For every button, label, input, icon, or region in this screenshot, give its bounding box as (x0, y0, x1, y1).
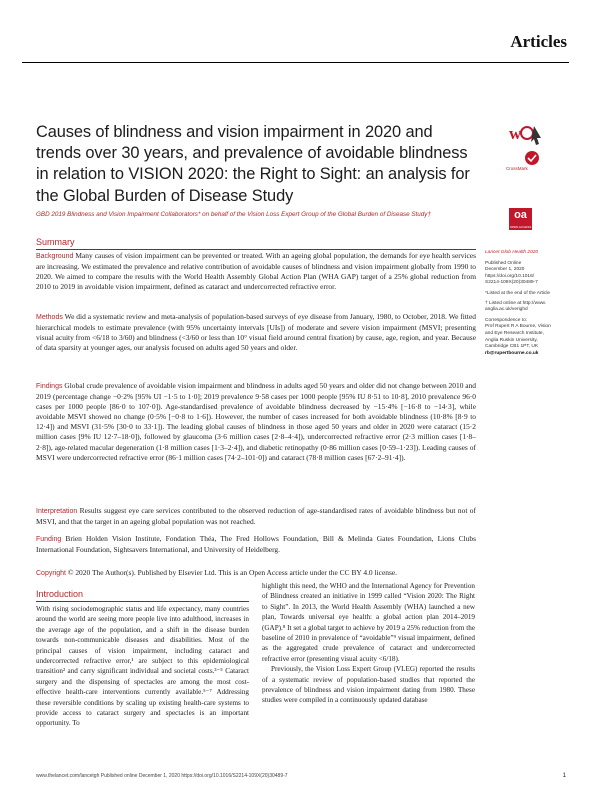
introduction-right-column (262, 581, 475, 706)
crossmark-icon[interactable] (508, 122, 544, 172)
methods-label: Methods (36, 314, 63, 321)
introduction-heading: Introduction (36, 589, 84, 599)
correspondence-label: Correspondence to: (485, 317, 528, 323)
interpretation-label: Interpretation (36, 508, 78, 515)
funding-paragraph (36, 534, 476, 555)
methods-paragraph (36, 312, 476, 353)
note-listed: *Listed at the end of the Article (485, 290, 551, 296)
note-online-1: † Listed online at http://www. (485, 300, 547, 306)
funding-label: Funding (36, 536, 62, 543)
svg-text:w: w (509, 124, 522, 143)
author-line[interactable]: GBD 2019 Blindness and Vision Impairment Collaborators* on behalf of the Vision Loss Expert Group of the Global Burden of Disease Study† (36, 211, 431, 218)
intro-paragraph-1: With rising sociodemographic status and life expectancy, many countries around the world are seeing more people live into adulthood, increases in the average age of the population, and a shift in the disease burden towards non-communicable diseases and disabilities. Most of the principal causes of vision impairment, including cataract and undercorrected refractive error,¹ are subject to this epidemiological transition² and carry significant individual and societal costs.³⁻⁵ Cataract surgery and the dispensing of spectacles are among the most cost-effective health-care interventions currently available.⁵⁻⁷ Addressing these reversible conditions by scaling up existing health-care systems to provide access to cataract surgery and spectacles is an important opportunity. To (36, 605, 249, 728)
journal-citation: Lancet Glob Health 2020 (485, 250, 539, 255)
background-label: Background (36, 253, 74, 260)
background-text: Many causes of vision impairment can be prevented or treated. With an ageing global population, the demands for eye health services are increasing. We estimated the prevalence and relative contribution of avoidable causes of blindness and vision impairment globally from 1990 to 2020. We aimed to compare the results with the World Health Assembly Global Action Plan (WHA GAP) target of a 25% global reduction from 2010 to 2019 in avoidable vision impairment, defined as cataract and undercorrected refractive error. (36, 251, 476, 292)
published-date: December 1, 2020 (485, 267, 525, 273)
intro-paragraph-2: highlight this need, the WHO and the International Agency for Prevention of Blindness created an initiative in 1999 called “Vision 2020: The Right to Sight”. In 2013, the World Health Assembly (WHA) launched a new plan, Towards universal eye health: a global action plan 2014–2019 (GAP).⁸ It set a global target to achieve by 2019 a 25% reduction from the baseline of 2010 in prevalence of “avoidable”⁹ visual impairment, defined as the aggregated crude prevalence of cataract and undercorrected refractive error (presenting visual acuity <6/18). (262, 582, 475, 663)
correspondence-univ: Anglia Ruskin University, (485, 337, 538, 343)
note-online-2[interactable]: anglia.ac.uk/verighd (485, 307, 528, 313)
doi-link-2[interactable]: S2214-109X(20)30489-7 (485, 280, 538, 286)
correspondence-email[interactable]: rb@rupertbourne.co.uk (485, 350, 539, 356)
doi-link-1[interactable]: https://doi.org/10.1016/ (485, 273, 535, 279)
methods-text: We did a systematic review and meta-analysis of population-based surveys of eye disease from January, 1980, to October, 2018. We fitted hierarchical models to estimate prevalence (with 95% uncertainty intervals [UIs]) of moderate and severe vision impairment (MSVI; presenting visual acuity from <6/18 to 3/60) and blindness (<3/60 or less than 10° visual field around central fixation) by cause, age, region, and year. Because of data sparsity at younger ages, our analysis focused on adults aged 50 years and older. (36, 312, 476, 353)
top-rule (22, 62, 569, 63)
oa-text: oa (514, 209, 527, 221)
crossmark-label: CrossMark (506, 166, 528, 171)
sidebar-info (485, 250, 585, 357)
introduction-left-column (36, 604, 249, 729)
summary-heading: Summary (36, 237, 75, 247)
introduction-rule (36, 601, 249, 602)
interpretation-text: Results suggest eye care services contributed to the observed reduction of age-standardised rates of avoidable blindness but not of MSVI, and that the target in an ageing global population was not reached. (36, 506, 477, 527)
page-number: 1 (562, 773, 566, 779)
oa-subtext: OPEN ACCESS (509, 225, 532, 229)
page-footer: www.thelancet.com/lancetgh Published online December 1, 2020 https://doi.org/10.1016/S2214-109X(20)30489-7 (36, 773, 288, 779)
intro-paragraph-3: Previously, the Vision Loss Expert Group (VLEG) reported the results of a systematic review of population-based studies that reported the prevalence of blindness and vision impairment dating from 1980. These studies were compiled in a continuously updated database (262, 665, 475, 705)
findings-paragraph (36, 381, 476, 463)
interpretation-paragraph (36, 506, 476, 527)
correspondence-name: Prof Rupert R A Bourne, Vision (485, 324, 551, 330)
section-label: Articles (510, 32, 567, 51)
article-title: Causes of blindness and vision impairment in 2020 and trends over 30 years, and prevalence of avoidable blindness in relation to VISION 2020: the Right to Sight: an analysis for the Global Burden of Disease Study (36, 123, 470, 205)
copyright-label: Copyright (36, 570, 66, 577)
funding-text: Brien Holden Vision Institute, Fondation Théa, The Fred Hollows Foundation, Bill & Melinda Gates Foundation, Lions Clubs International Foundation, Sightsavers International, and University of Heidelberg. (36, 534, 476, 555)
summary-rule (36, 249, 476, 250)
copyright-text: © 2020 The Author(s). Published by Elsevier Ltd. This is an Open Access article under the CC BY 4.0 license. (67, 568, 398, 577)
correspondence-address: Cambridge CB1 1PT, UK (485, 344, 539, 350)
published-label: Published Online (485, 260, 522, 266)
copyright-paragraph (36, 568, 476, 579)
findings-label: Findings (36, 383, 63, 390)
findings-text: Global crude prevalence of avoidable vision impairment and blindness in adults aged 50 years and older did not change between 2010 and 2019 (percentage change −0·2% [95% UI −1·5 to 1·0]; 2019 prevalence 9·58 cases per 1000 people [95% IU 8·51 to 10·8], 2010 prevalence 96·0 cases per 1000 people [86·0 to 107·0]). Age-standardised prevalence of avoidable blindness decreased by −15·4% [−16·8 to −14·3], while avoidable MSVI showed no change (0·5% [−0·8 to 1·6]). However, the number of cases increased for both avoidable blindness (10·8% [8·9 to 12·4]) and MSVI (31·5% [30·0 to 33·1]). The leading global causes of blindness in those aged 50 years and older in 2020 were cataract (15·2 million cases [9% IU 12·7–18·0]), followed by glaucoma (3·6 million cases [2·8–4·4]), undercorrected refractive error (2·3 million cases [1·8–2·8]), age-related macular degeneration (1·8 million cases [1·3–2·4]), and diabetic retinopathy (0·86 million cases [0·59–1·23]). Leading causes of MSVI were undercorrected refractive error (86·1 million cases [74·2–101·0]) and cataract (78·8 million cases [67·2–91·4]). (36, 381, 477, 462)
open-access-icon (509, 208, 532, 230)
correspondence-inst: and Eye Research Institute, (485, 330, 544, 336)
background-paragraph (36, 251, 476, 292)
